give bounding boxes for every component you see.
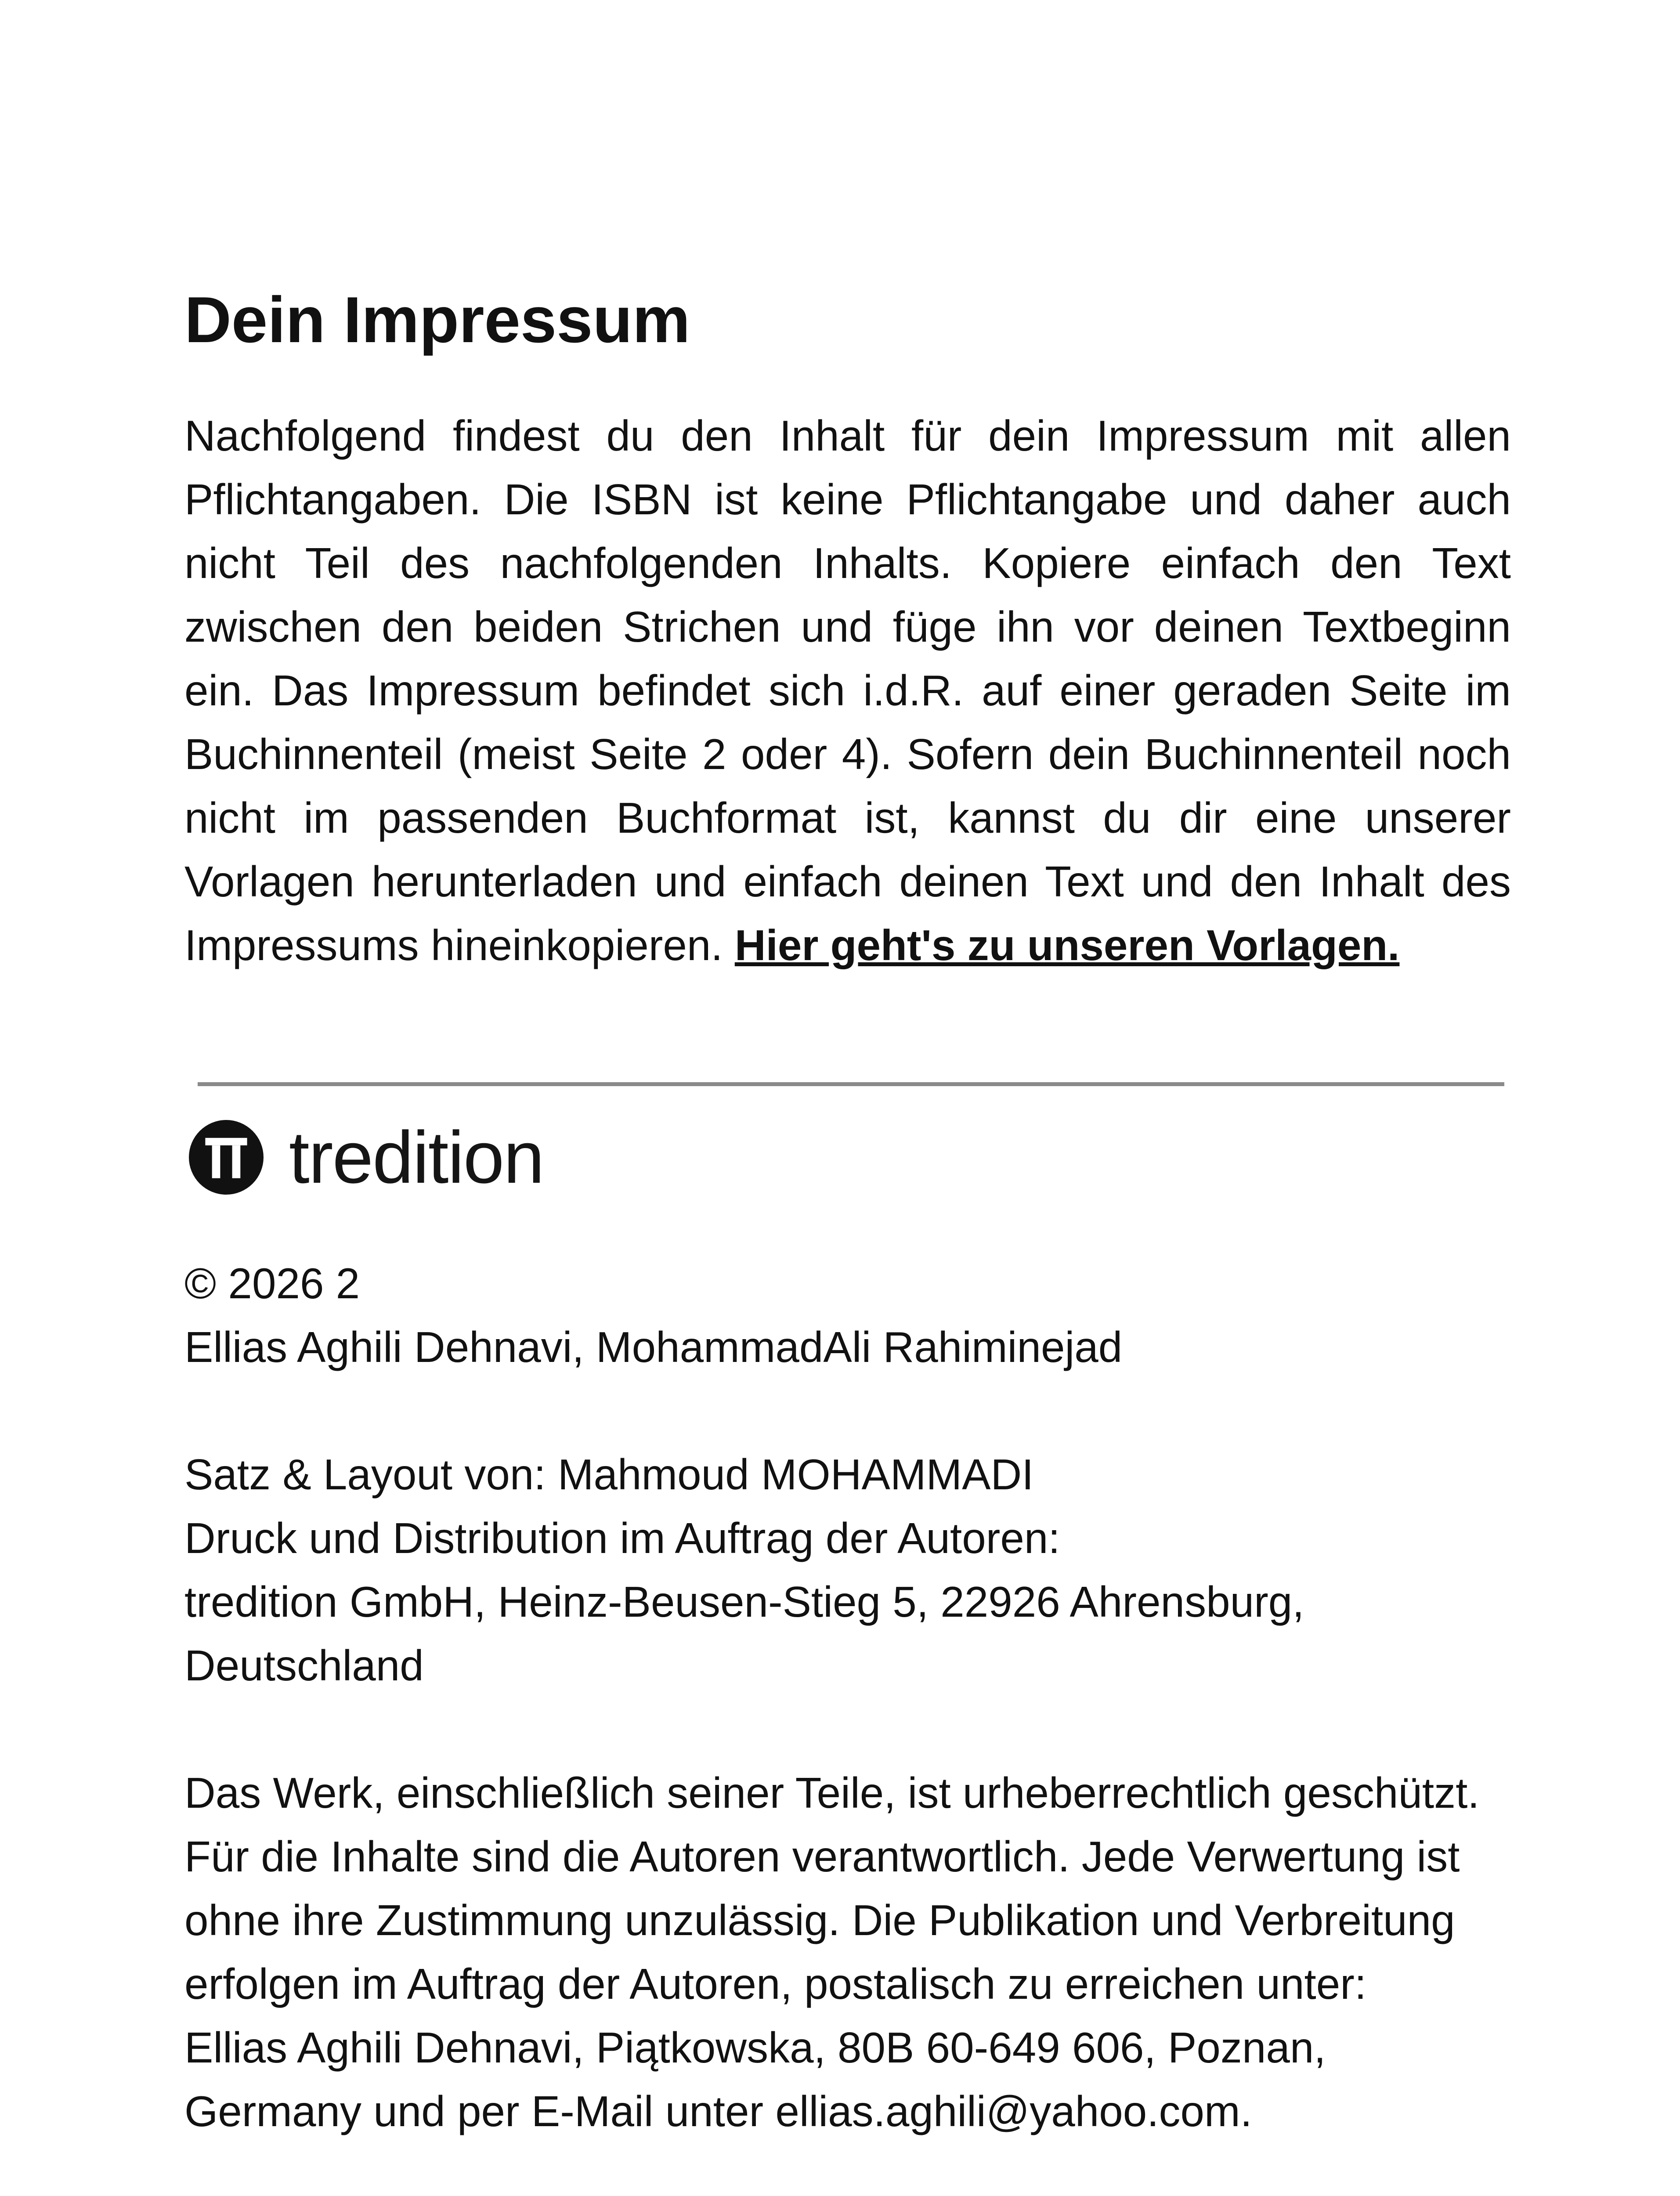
authors-line: Ellias Aghili Dehnavi, MohammadAli Rahiminejad xyxy=(184,1323,1123,1371)
intro-text: Nachfolgend findest du den Inhalt für dein Impressum mit allen Pflichtangaben. Die ISBN ist keine Pflichtangabe und daher auch nicht Teil des nachfolgenden Inhalts. Kopiere einfach den Text zwischen den beiden Strichen und füge ihn vor deinen Textbeginn ein. Das Impressum befindet sich i.d.R. auf einer geraden Seite im Buchinnenteil (meist Seite 2 oder 4). Sofern dein Buchinnenteil noch nicht im passenden Buchformat ist, kannst du dir eine unserer Vorlagen herunterladen und einfach deinen Text und den Inhalt des Impressums hineinkopieren. xyxy=(184,412,1511,969)
author-email-line: Germany und per E-Mail unter ellias.aghili@yahoo.com. xyxy=(184,2087,1252,2135)
intro-paragraph xyxy=(184,404,1511,977)
tredition-logo-icon xyxy=(189,1120,264,1195)
author-address-line: Ellias Aghili Dehnavi, Piątkowska, 80B 60-649 606, Poznan, xyxy=(184,2023,1326,2072)
top-divider xyxy=(198,1082,1504,1086)
copyright-line: © 2026 2 xyxy=(184,1259,360,1307)
brand-logo xyxy=(189,1116,544,1199)
legal-line: erfolgen im Auftrag der Autoren, postalisch zu erreichen unter: xyxy=(184,1960,1367,2008)
legal-line: Für die Inhalte sind die Autoren verantwortlich. Jede Verwertung ist xyxy=(184,1832,1460,1881)
page-title: Dein Impressum xyxy=(184,284,690,356)
layout-credit-line: Satz & Layout von: Mahmoud MOHAMMADI xyxy=(184,1450,1034,1499)
production-block xyxy=(184,1443,1511,1698)
legal-line: ohne ihre Zustimmung unzulässig. Die Publikation und Verbreitung xyxy=(184,1896,1455,1944)
copyright-block xyxy=(184,1252,1511,1379)
publisher-country-line: Deutschland xyxy=(184,1641,424,1690)
publisher-address-line: tredition GmbH, Heinz-Beusen-Stieg 5, 22926 Ahrensburg, xyxy=(184,1578,1304,1626)
templates-link[interactable]: Hier geht's zu unseren Vorlagen. xyxy=(734,921,1400,969)
legal-line: Das Werk, einschließlich seiner Teile, ist urheberrechtlich geschützt. xyxy=(184,1769,1480,1817)
distribution-line: Druck und Distribution im Auftrag der Autoren: xyxy=(184,1514,1060,1562)
brand-name: tredition xyxy=(289,1116,544,1199)
legal-notice-block xyxy=(184,1761,1511,2143)
